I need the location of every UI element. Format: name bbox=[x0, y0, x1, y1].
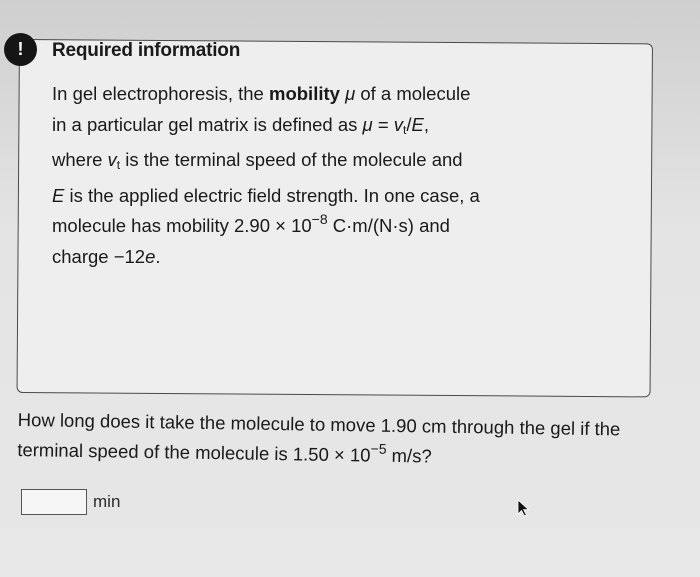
text: is the applied electric field strength. In one case, a bbox=[64, 184, 480, 206]
mu-symbol: μ bbox=[345, 83, 356, 104]
info-title: Required information bbox=[52, 40, 241, 61]
info-line-3 bbox=[52, 145, 572, 181]
text: C·m/(N·s) and bbox=[327, 215, 450, 237]
answer-unit-label: min bbox=[93, 492, 121, 511]
info-body bbox=[52, 79, 572, 273]
text: . bbox=[155, 245, 161, 267]
v-subscript: t bbox=[403, 122, 407, 137]
info-line-2 bbox=[52, 110, 572, 146]
mu-symbol: μ bbox=[362, 113, 373, 135]
answer-input[interactable] bbox=[21, 489, 87, 515]
text: m/s? bbox=[386, 444, 432, 467]
info-line-1 bbox=[52, 79, 572, 110]
answer-row bbox=[21, 489, 120, 515]
exponent: −8 bbox=[311, 211, 328, 228]
alert-icon: ! bbox=[4, 33, 37, 66]
text: / bbox=[406, 113, 412, 135]
v-symbol: v bbox=[107, 149, 117, 171]
info-line-4 bbox=[52, 181, 572, 212]
text: of a molecule bbox=[355, 83, 471, 104]
text: charge −12 bbox=[52, 245, 146, 267]
text: In gel electrophoresis, the bbox=[52, 83, 269, 104]
elementary-charge-symbol: e bbox=[145, 245, 156, 267]
info-line-5 bbox=[52, 211, 572, 242]
text: in a particular gel matrix is defined as bbox=[52, 113, 363, 135]
question-text bbox=[17, 405, 658, 475]
v-symbol: v bbox=[393, 113, 404, 135]
info-line-6 bbox=[52, 242, 572, 273]
e-field-symbol: E bbox=[52, 184, 65, 206]
text: How long does it take the molecule to move 1.90 cm through the gel if the terminal speed of the molecule is 1.50 × 10 bbox=[17, 408, 621, 466]
text: is the terminal speed of the molecule and bbox=[120, 149, 463, 171]
v-subscript: t bbox=[116, 158, 121, 173]
text: , bbox=[423, 113, 429, 135]
text: where bbox=[52, 149, 108, 171]
mobility-term: mobility bbox=[269, 83, 340, 104]
text: = bbox=[372, 113, 394, 135]
e-field-symbol: E bbox=[411, 113, 424, 135]
text: molecule has mobility 2.90 × 10 bbox=[52, 215, 312, 237]
mouse-pointer-icon bbox=[517, 499, 531, 517]
exponent: −5 bbox=[370, 440, 387, 457]
